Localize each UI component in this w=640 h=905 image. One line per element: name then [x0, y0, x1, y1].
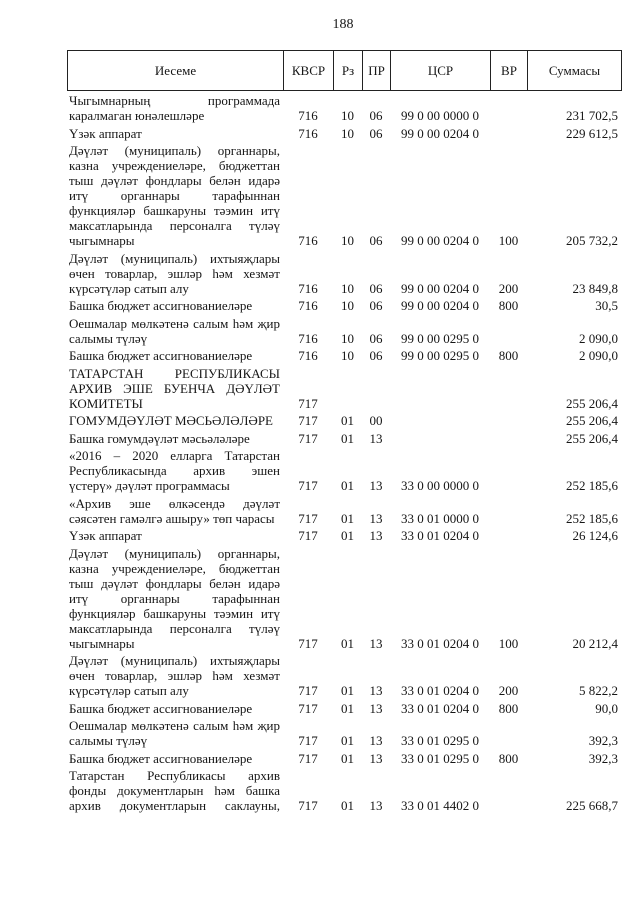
row-text-line: Татарстан Республикасы архив — [69, 768, 280, 783]
csr-cell: 33 0 01 0295 0 — [401, 750, 479, 766]
header-csr: ЦСР — [390, 50, 490, 91]
csr-cell: 33 0 01 0204 0 — [401, 700, 479, 716]
table-row — [67, 366, 622, 411]
kvsr-cell: 717 — [298, 635, 318, 651]
row-name-cell — [67, 143, 283, 248]
row-name-cell — [67, 431, 283, 446]
table-row — [67, 496, 622, 526]
table-row — [67, 718, 622, 748]
sum-cell: 2 090,0 — [579, 330, 618, 346]
header-vr: ВР — [490, 50, 527, 91]
row-name-cell — [67, 413, 283, 428]
header-name: Иесеме — [67, 50, 283, 91]
csr-cell: 99 0 00 0204 0 — [401, 125, 479, 141]
pr-cell: 06 — [369, 298, 383, 313]
rz-cell: 01 — [341, 798, 354, 813]
row-text-line: итү органнары тарафыннан — [69, 590, 280, 606]
row-text-line: фонды документларын һәм башка — [69, 783, 280, 798]
pr-cell: 06 — [369, 348, 383, 363]
rz-cell: 01 — [341, 733, 354, 748]
kvsr-cell: 716 — [298, 125, 318, 141]
rz-cell: 01 — [341, 750, 354, 766]
row-text-line: Башка бюджет ассигнованиеләре — [69, 750, 253, 766]
table-row — [67, 93, 622, 123]
pr-cell: 06 — [369, 233, 383, 248]
pr-cell: 13 — [369, 478, 383, 493]
pr-cell: 13 — [369, 750, 383, 766]
row-text-line: Үзәк аппарат — [69, 125, 142, 141]
table-row — [67, 751, 622, 766]
row-text-line: итү органнары тарафыннан — [69, 188, 280, 203]
row-name-cell — [67, 448, 283, 493]
sum-cell: 205 732,2 — [566, 233, 618, 248]
rz-cell: 10 — [341, 298, 354, 313]
sum-cell: 229 612,5 — [566, 125, 618, 141]
row-text-line: «2016 – 2020 елларга Татарстан — [69, 448, 280, 463]
sum-cell: 252 185,6 — [566, 478, 618, 493]
sum-cell: 2 090,0 — [579, 348, 618, 363]
row-text-line: казна учреждениеләре, бюджеттан — [69, 158, 280, 173]
row-text-line: архив документларын саклауны, — [69, 798, 280, 813]
rz-cell: 01 — [341, 413, 354, 428]
header-rz: Рз — [333, 50, 362, 91]
sum-cell: 225 668,7 — [566, 798, 618, 813]
pr-cell: 06 — [369, 108, 383, 123]
vr-cell: 800 — [498, 348, 519, 363]
kvsr-cell: 717 — [298, 700, 318, 716]
pr-cell: 13 — [369, 510, 383, 526]
table-body — [67, 93, 622, 813]
row-text-line: Дәүләт (муниципаль) ихтыяҗлары — [69, 653, 280, 668]
row-text-line: Башка бюджет ассигнованиеләре — [69, 348, 253, 363]
row-text-line: өчен товарлар, эшләр һәм хезмәт — [69, 668, 280, 683]
rz-cell: 10 — [341, 330, 354, 346]
table-row — [67, 431, 622, 446]
rz-cell: 10 — [341, 125, 354, 141]
kvsr-cell: 716 — [298, 298, 318, 313]
table-row — [67, 251, 622, 296]
row-text-line: тыш дәүләт фондлары белән идарә — [69, 173, 280, 188]
vr-cell: 100 — [498, 233, 519, 248]
csr-cell: 99 0 00 0000 0 — [401, 108, 479, 123]
header-sum: Суммасы — [527, 50, 622, 91]
row-text-line: Чыгымнарның программада — [69, 93, 280, 108]
pr-cell: 13 — [369, 635, 383, 651]
sum-cell: 90,0 — [595, 700, 618, 716]
sum-cell: 231 702,5 — [566, 108, 618, 123]
row-text-line: өчен товарлар, эшләр һәм хезмәт — [69, 265, 280, 281]
rz-cell: 01 — [341, 478, 354, 493]
row-text-line: сәясәтен гамәлгә ашыру» төп чарасы — [69, 510, 275, 526]
sum-cell: 392,3 — [588, 733, 618, 748]
pr-cell: 13 — [369, 430, 383, 446]
csr-cell: 33 0 01 0204 0 — [401, 635, 479, 651]
sum-cell: 392,3 — [588, 750, 618, 766]
rz-cell: 01 — [341, 700, 354, 716]
table-row — [67, 653, 622, 698]
kvsr-cell: 717 — [298, 683, 318, 698]
rz-cell: 01 — [341, 430, 354, 446]
kvsr-cell: 717 — [298, 413, 318, 428]
pr-cell: 00 — [369, 413, 383, 428]
kvsr-cell: 717 — [298, 395, 318, 411]
vr-cell: 800 — [498, 298, 519, 313]
pr-cell: 06 — [369, 125, 383, 141]
sum-cell: 255 206,4 — [566, 430, 618, 446]
row-text-line: чыгымнары — [69, 635, 135, 651]
row-text-line: ТАТАРСТАН РЕСПУБЛИКАСЫ — [69, 365, 280, 381]
pr-cell: 06 — [369, 280, 383, 296]
pr-cell: 13 — [369, 733, 383, 748]
table-row — [67, 298, 622, 313]
kvsr-cell: 717 — [298, 528, 318, 543]
rz-cell: 01 — [341, 510, 354, 526]
vr-cell: 800 — [498, 750, 519, 766]
vr-cell: 200 — [498, 280, 519, 296]
sum-cell: 26 124,6 — [572, 528, 618, 543]
row-name-cell — [67, 93, 283, 123]
row-text-line: Дәүләт (муниципаль) органнары, — [69, 143, 280, 158]
row-text-line: функцияләр башкаруны тәэмин итү — [69, 605, 280, 621]
sum-cell: 20 212,4 — [572, 635, 618, 651]
pr-cell: 13 — [369, 683, 383, 698]
table-row — [67, 768, 622, 813]
row-text-line: максатларында персоналга түләү — [69, 218, 280, 233]
kvsr-cell: 717 — [298, 510, 318, 526]
row-text-line: чыгымнары — [69, 233, 135, 248]
row-name-cell — [67, 701, 283, 716]
row-text-line: күрсәтүләр сатып алу — [69, 280, 189, 296]
sum-cell: 252 185,6 — [566, 510, 618, 526]
row-text-line: күрсәтүләр сатып алу — [69, 683, 189, 698]
row-name-cell — [67, 316, 283, 346]
vr-cell: 200 — [498, 683, 519, 698]
sum-cell: 5 822,2 — [579, 683, 618, 698]
row-text-line: Башка гомумдәүләт мәсьәләләре — [69, 430, 250, 446]
row-text-line: АРХИВ ЭШЕ БУЕНЧА ДӘҮЛӘТ — [69, 380, 280, 396]
header-pr: ПР — [362, 50, 390, 91]
row-text-line: казна учреждениеләре, бюджеттан — [69, 560, 280, 576]
pr-cell: 13 — [369, 700, 383, 716]
vr-cell: 800 — [498, 700, 519, 716]
row-text-line: Башка бюджет ассигнованиеләре — [69, 298, 253, 313]
table-row — [67, 143, 622, 248]
row-name-cell — [67, 496, 283, 526]
table-row — [67, 528, 622, 543]
row-name-cell — [67, 528, 283, 543]
pr-cell: 13 — [369, 798, 383, 813]
table-row — [67, 413, 622, 428]
row-text-line: функцияләр башкаруны тәэмин итү — [69, 203, 280, 218]
csr-cell: 33 0 01 0000 0 — [401, 510, 479, 526]
row-text-line: Оешмалар мөлкәтенә салым һәм җир — [69, 315, 280, 331]
pr-cell: 06 — [369, 330, 383, 346]
row-text-line: Дәүләт (муниципаль) органнары, — [69, 545, 280, 561]
row-text-line: КОМИТЕТЫ — [69, 395, 143, 411]
page-number: 188 — [332, 17, 354, 32]
rz-cell: 10 — [341, 280, 354, 296]
kvsr-cell: 717 — [298, 798, 318, 813]
row-text-line: салымы түләү — [69, 733, 148, 748]
table-row — [67, 348, 622, 363]
csr-cell: 99 0 00 0295 0 — [401, 330, 479, 346]
kvsr-cell: 716 — [298, 108, 318, 123]
row-text-line: тыш дәүләт фондлары белән идарә — [69, 575, 280, 591]
pr-cell: 13 — [369, 528, 383, 543]
row-name-cell — [67, 546, 283, 651]
rz-cell: 01 — [341, 635, 354, 651]
row-text-line: үстерү» дәүләт программасы — [69, 478, 230, 493]
row-name-cell — [67, 653, 283, 698]
csr-cell: 99 0 00 0204 0 — [401, 298, 479, 313]
row-text-line: Республикасында архив эшен — [69, 463, 280, 478]
row-text-line: «Архив эше өлкәсендә дәүләт — [69, 495, 280, 511]
row-text-line: максатларында персоналга түләү — [69, 620, 280, 636]
sum-cell: 255 206,4 — [566, 395, 618, 411]
row-name-cell — [67, 768, 283, 813]
row-name-cell — [67, 751, 283, 766]
row-text-line: Үзәк аппарат — [69, 528, 142, 543]
table-row — [67, 546, 622, 651]
kvsr-cell: 716 — [298, 233, 318, 248]
row-name-cell — [67, 251, 283, 296]
kvsr-cell: 716 — [298, 330, 318, 346]
row-name-cell — [67, 298, 283, 313]
row-text-line: Оешмалар мөлкәтенә салым һәм җир — [69, 718, 280, 733]
table-row — [67, 316, 622, 346]
vr-cell: 100 — [498, 635, 519, 651]
kvsr-cell: 716 — [298, 348, 318, 363]
rz-cell: 10 — [341, 348, 354, 363]
row-name-cell — [67, 348, 283, 363]
table-header — [67, 50, 622, 91]
row-name-cell — [67, 366, 283, 411]
row-name-cell — [67, 126, 283, 141]
row-text-line: каралмаган юнәлешләре — [69, 108, 205, 123]
csr-cell: 33 0 01 0204 0 — [401, 528, 479, 543]
row-text-line: Дәүләт (муниципаль) ихтыяҗлары — [69, 250, 280, 266]
csr-cell: 33 0 00 0000 0 — [401, 478, 479, 493]
csr-cell: 99 0 00 0204 0 — [401, 280, 479, 296]
header-kvsr: КВСР — [283, 50, 333, 91]
kvsr-cell: 717 — [298, 430, 318, 446]
sum-cell: 23 849,8 — [572, 280, 618, 296]
csr-cell: 99 0 00 0295 0 — [401, 348, 479, 363]
row-text-line: ГОМУМДӘҮЛӘТ МӘСЬӘЛӘЛӘРЕ — [69, 413, 273, 428]
rz-cell: 01 — [341, 528, 354, 543]
table-row — [67, 701, 622, 716]
sum-cell: 30,5 — [595, 298, 618, 313]
csr-cell: 99 0 00 0204 0 — [401, 233, 479, 248]
rz-cell: 01 — [341, 683, 354, 698]
rz-cell: 10 — [341, 108, 354, 123]
csr-cell: 33 0 01 4402 0 — [401, 798, 479, 813]
row-text-line: салымы түләү — [69, 330, 148, 346]
csr-cell: 33 0 01 0295 0 — [401, 733, 479, 748]
kvsr-cell: 717 — [298, 733, 318, 748]
sum-cell: 255 206,4 — [566, 413, 618, 428]
table-row — [67, 448, 622, 493]
kvsr-cell: 716 — [298, 280, 318, 296]
csr-cell: 33 0 01 0204 0 — [401, 683, 479, 698]
kvsr-cell: 717 — [298, 478, 318, 493]
rz-cell: 10 — [341, 233, 354, 248]
row-text-line: Башка бюджет ассигнованиеләре — [69, 700, 253, 716]
table-row — [67, 126, 622, 141]
row-name-cell — [67, 718, 283, 748]
kvsr-cell: 717 — [298, 750, 318, 766]
